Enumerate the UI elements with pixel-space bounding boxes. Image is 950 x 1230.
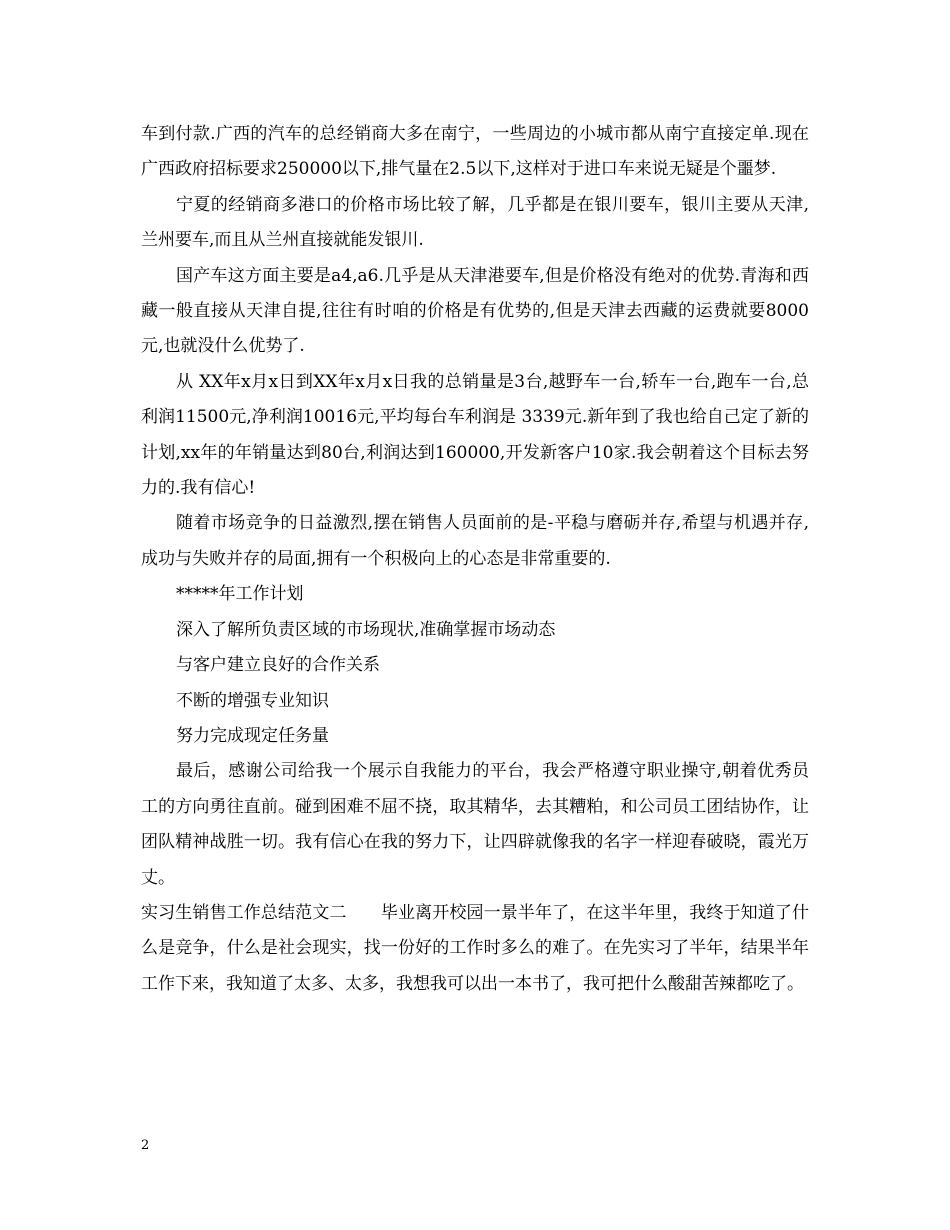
document-body: [141, 117, 809, 1002]
closing-paragraph: 最后，感谢公司给我一个展示自我能力的平台，我会严格遵守职业操守,朝着优秀员工的方向勇往直前。碰到困难不屈不挠，取其精华，去其糟粕，和公司员工团结协作，让团队精神战胜一切。我有信心在我的努力下，让四辟就像我的名字一样迎春破晓，霞光万丈。: [141, 761, 809, 888]
paragraph-3: 国产车这方面主要是a4,a6.几乎是从天津港要车,但是价格没有绝对的优势.青海和西藏一般直接从天津自提,往往有时咱的价格是有优势的,但是天津去西藏的运费就要8000元,也就没什么优势了.: [141, 265, 809, 357]
plan-item-2: 与客户建立良好的合作关系: [176, 655, 380, 676]
page-number: 2: [141, 1138, 150, 1153]
paragraph-5: 随着市场竞争的日益激烈,摆在销售人员面前的是-平稳与磨砺并存,希望与机遇并存,成功与失败并存的局面,拥有一个积极向上的心态是非常重要的.: [141, 513, 809, 569]
section-two-paragraph: 实习生销售工作总结范文二 毕业离开校园一景半年了，在这半年里，我终于知道了什么是竞争，什么是社会现实，找一份好的工作时多么的难了。在先实习了半年，结果半年工作下来，我知道了太多、太多，我想我可以出一本书了，我可把什么酸甜苦辣都吃了。: [141, 902, 809, 994]
paragraph-2: 宁夏的经销商多港口的价格市场比较了解，几乎都是在银川要车，银川主要从天津,兰州要车,而且从兰州直接就能发银川.: [141, 194, 809, 251]
plan-item-1: 深入了解所负责区域的市场现状,准确掌握市场动态: [176, 619, 556, 640]
plan-item-3: 不断的增强专业知识: [176, 690, 329, 711]
paragraph-4: 从 XX年x月x日到XX年x月x日我的总销量是3台,越野车一台,轿车一台,跑车一台,总利润11500元,净利润10016元,平均每台车利润是 3339元.新年到了我也给自己定了新的计划,xx年的年销量达到80台,利润达到160000,开发新客户10家.我会朝着这个目标去努力的.我有信心!: [141, 371, 809, 499]
plan-item-4: 努力完成现定任务量: [176, 725, 329, 746]
plan-heading: *****年工作计划: [176, 584, 304, 605]
paragraph-1: 车到付款.广西的汽车的总经销商大多在南宁，一些周边的小城市都从南宁直接定单.现在广西政府招标要求250000以下,排气量在2.5以下,这样对于进口车来说无疑是个噩梦.: [141, 124, 809, 180]
